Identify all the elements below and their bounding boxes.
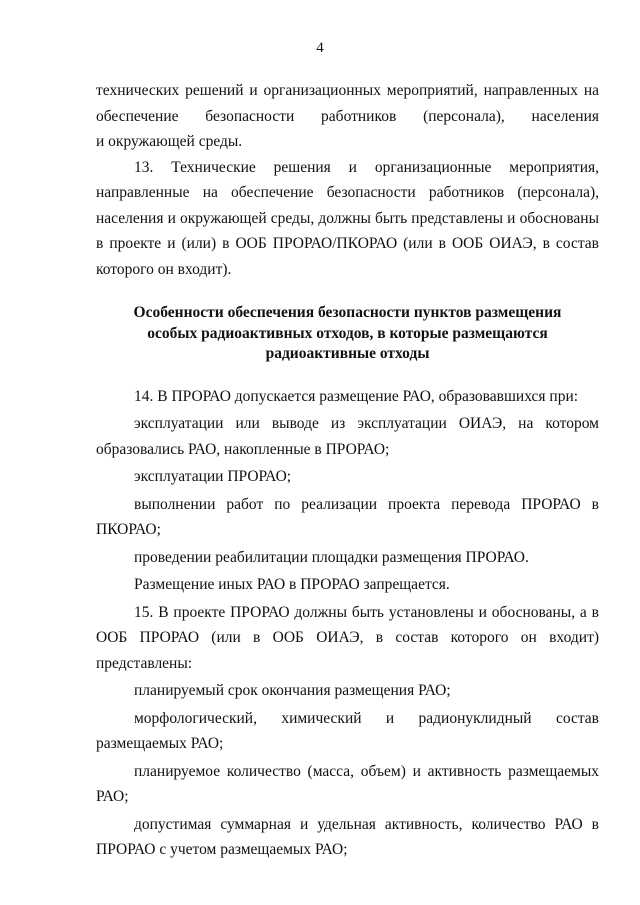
document-body: [96, 78, 599, 863]
paragraph-13: 13. Технические решения и организационные мероприятия, направленные на обеспечение безопасности работников (персонала), населения и окружающей среды, должны быть представлены и обоснованы в проекте и (или) в ООБ ПРОРАО/ПКОРАО (или в ООБ ОИАЭ, в состав которого он входит).: [96, 158, 599, 278]
paragraph-14: 14. В ПРОРАО допускается размещение РАО, образовавшихся при:: [134, 387, 579, 405]
section-heading: Особенности обеспечения безопасности пунктов размещения особых радиоактивных отходов, в которые размещаются радиоактивные отходы: [133, 304, 562, 362]
text-line: и окружающей среды.: [96, 133, 243, 150]
text-line: технических решений и организационных мероприятий, направленных на обеспечение безопасности работников (персонала), населения: [96, 82, 599, 125]
paragraph-continuation: [96, 78, 599, 155]
paragraph-prohibition: Размещение иных РАО в ПРОРАО запрещается.: [134, 576, 450, 593]
list-item: планируемый срок окончания размещения РАО;: [134, 682, 451, 699]
paragraph-15: 15. В проекте ПРОРАО должны быть установлены и обоснованы, а в ООБ ПРОРАО (или в ООБ ОИАЭ, в состав которого он входит) представлены:: [96, 603, 599, 672]
list-item: выполнении работ по реализации проекта перевода ПРОРАО в ПКОРАО;: [96, 495, 599, 538]
list-item: допустимая суммарная и удельная активность, количество РАО в ПРОРАО с учетом размещаемых РАО;: [96, 815, 599, 858]
list-item: эксплуатации или выводе из эксплуатации ОИАЭ, на котором образовались РАО, накопленные в ПРОРАО;: [96, 415, 599, 458]
page-number: 4: [316, 40, 324, 56]
list-item: планируемое количество (масса, объем) и активность размещаемых РАО;: [96, 762, 599, 805]
list-item: морфологический, химический и радионуклидный состав размещаемых РАО;: [96, 709, 599, 752]
list-item: проведении реабилитации площадки размещения ПРОРАО.: [134, 548, 529, 566]
list-item: эксплуатации ПРОРАО;: [134, 468, 292, 485]
